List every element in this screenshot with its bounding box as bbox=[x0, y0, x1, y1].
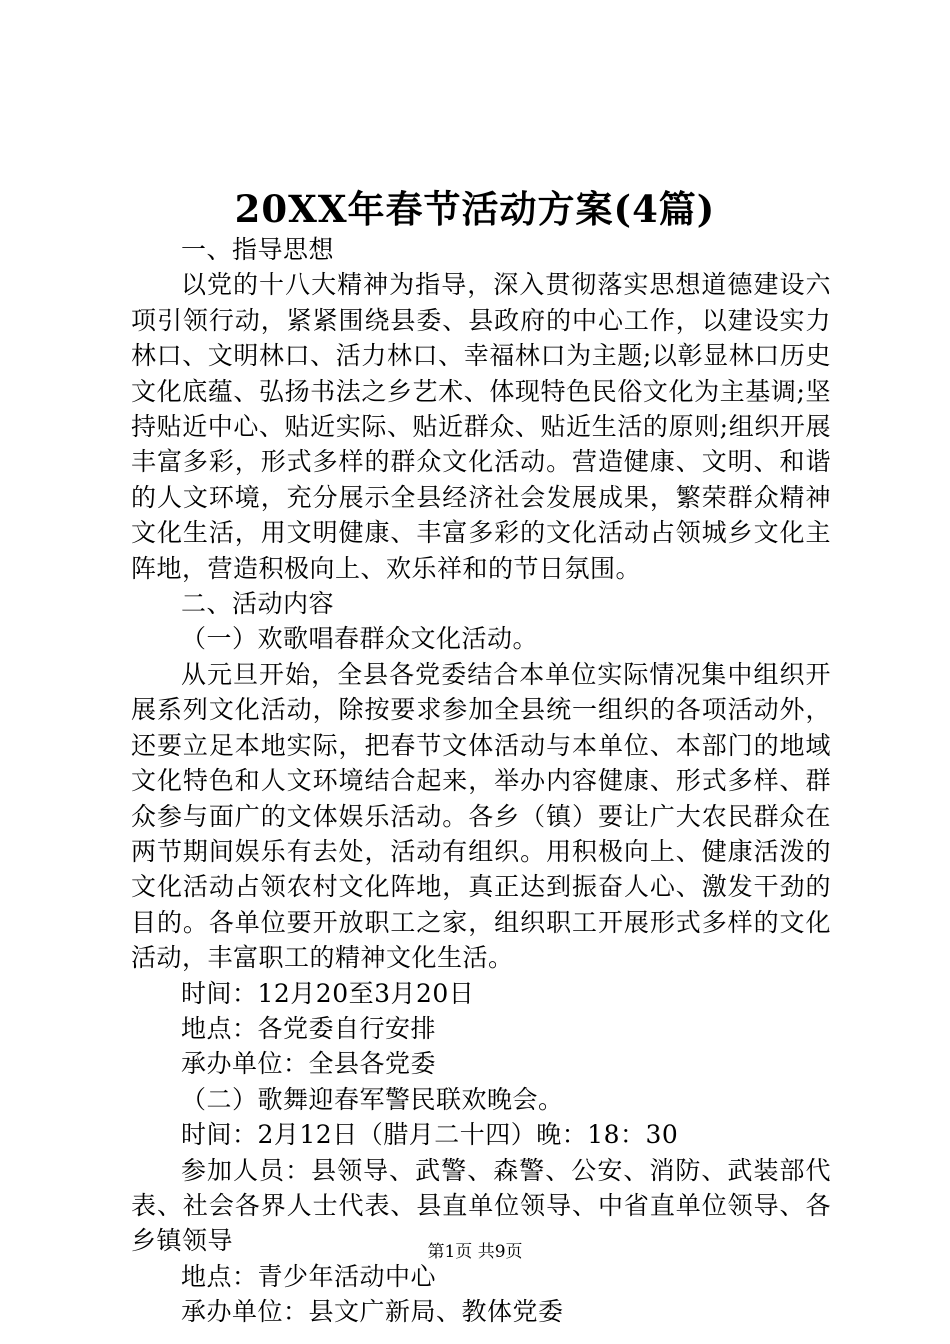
detail-line: 参加人员：县领导、武警、森警、公安、消防、武装部代表、社会各界人士代表、县直单位领导、中省直单位领导、各乡镇领导 bbox=[131, 1155, 831, 1256]
paragraph: 以党的十八大精神为指导，深入贯彻落实思想道德建设六项引领行动，紧紧围绕县委、县政府的中心工作，以建设实力林口、文明林口、活力林口、幸福林口为主题;以彰显林口历史文化底蕴、弘扬书法之乡艺术、体现特色民俗文化为主基调;坚持贴近中心、贴近实际、贴近群众、贴近生活的原则;组织开展丰富多彩，形式多样的群众文化活动。营造健康、文明、和谐的人文环境，充分展示全县经济社会发展成果，繁荣群众精神文化生活，用文明健康、丰富多彩的文化活动占领城乡文化主阵地，营造积极向上、欢乐祥和的节日氛围。 bbox=[131, 270, 831, 583]
paragraph: 从元旦开始，全县各党委结合本单位实际情况集中组织开展系列文化活动，除按要求参加全县统一组织的各项活动外，还要立足本地实际，把春节文体活动与本单位、本部门的地域文化特色和人文环境结合起来，举办内容健康、形式多样、群众参与面广的文体娱乐活动。各乡（镇）要让广大农民群众在两节期间娱乐有去处，活动有组织。用积极向上、健康活泼的文化活动占领农村文化阵地，真正达到振奋人心、激发干劲的目的。各单位要开放职工之家，组织职工开展形式多样的文化活动，丰富职工的精神文化生活。 bbox=[131, 659, 831, 973]
detail-line: 承办单位：全县各党委 bbox=[181, 1049, 437, 1079]
detail-line: 地点：青少年活动中心 bbox=[181, 1261, 437, 1291]
document-title: 20XX年春节活动方案(4篇) bbox=[234, 187, 716, 231]
detail-line: 地点：各党委自行安排 bbox=[181, 1013, 437, 1043]
detail-line: 时间：12月20至3月20日 bbox=[181, 978, 475, 1008]
detail-line: 承办单位：县文广新局、教体党委 bbox=[181, 1297, 564, 1327]
subsection-heading: （一）欢歌唱春群众文化活动。 bbox=[181, 624, 539, 654]
section-heading: 二、活动内容 bbox=[181, 589, 335, 619]
page-number-footer: 第1页 共9页 bbox=[427, 1242, 523, 1262]
subsection-heading: （二）歌舞迎春军警民联欢晚会。 bbox=[181, 1084, 564, 1114]
detail-line: 时间：2月12日（腊月二十四）晚：18：30 bbox=[181, 1120, 679, 1150]
section-heading: 一、指导思想 bbox=[181, 235, 335, 264]
document-body bbox=[131, 232, 831, 1330]
